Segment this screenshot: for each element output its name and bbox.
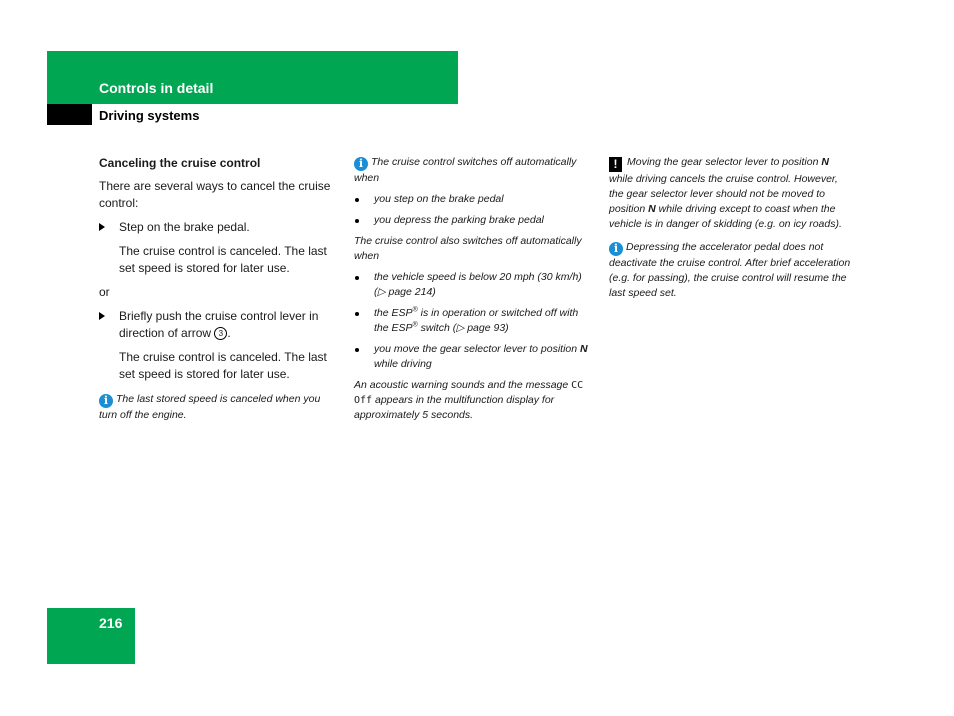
- info-also-off: The cruise control also switches off automatically when: [354, 235, 582, 262]
- bullet-icon: [355, 312, 359, 316]
- column-2: [354, 155, 592, 429]
- page-number: 216: [99, 615, 123, 631]
- info-icon: i: [609, 242, 623, 256]
- step-brake-result: The cruise control is canceled. The last set speed is stored for later use.: [119, 244, 327, 275]
- warning-gear-selector: ! Moving the gear selector lever to position N while driving cancels the cruise control. However, the gear selector lever should not be moved to position N while driving except to coast when the vehicle is in danger of skidding (e.g. on icy roads).: [609, 156, 842, 230]
- info-accelerator: i Depressing the accelerator pedal does not deactivate the cruise control. After brief acceleration (e.g. for passing), the cruise control will resume the last speed set.: [609, 241, 851, 299]
- bullet-icon: [355, 276, 359, 280]
- info-auto-off: i The cruise control switches off automatically when: [354, 156, 577, 184]
- or-text: or: [99, 285, 110, 299]
- section-title: Controls in detail: [99, 80, 214, 96]
- list-item: you depress the parking brake pedal: [354, 213, 592, 228]
- step-lever: Briefly push the cruise control lever in direction of arrow 3 .: [99, 308, 337, 342]
- list-item: you move the gear selector lever to position N while driving: [354, 342, 592, 372]
- header-band: [47, 51, 458, 104]
- acoustic-warning-text: An acoustic warning sounds and the message CC Off appears in the multifunction display for approximately 5 seconds.: [354, 379, 584, 421]
- list-item: the vehicle speed is below 20 mph (30 km/h) (▷ page 214): [354, 270, 592, 300]
- bullet-icon: [355, 219, 359, 223]
- list-item: the ESP® is in operation or switched off with the ESP® switch (▷ page 93): [354, 306, 592, 336]
- bullet-icon: [355, 348, 359, 352]
- note-engine-off: i The last stored speed is canceled when you turn off the engine.: [99, 393, 321, 421]
- arrow-right-icon: [99, 312, 105, 320]
- subsection-title: Driving systems: [99, 108, 200, 123]
- info-icon: i: [354, 157, 368, 171]
- bullet-icon: [355, 198, 359, 202]
- intro-text: There are several ways to cancel the cruise control:: [99, 179, 331, 210]
- list-item: you step on the brake pedal: [354, 192, 592, 207]
- section-marker: [47, 104, 92, 125]
- step-lever-result: The cruise control is canceled. The last set speed is stored for later use.: [119, 350, 327, 381]
- step-brake: Step on the brake pedal.: [99, 219, 337, 236]
- heading-canceling: Canceling the cruise control: [99, 156, 261, 170]
- column-3: [609, 155, 851, 309]
- arrow-number-circle: 3: [214, 327, 227, 340]
- info-icon: i: [99, 394, 113, 408]
- display-message: CC Off: [354, 380, 584, 406]
- column-1: [99, 155, 337, 430]
- warning-icon: !: [609, 157, 622, 172]
- arrow-right-icon: [99, 223, 105, 231]
